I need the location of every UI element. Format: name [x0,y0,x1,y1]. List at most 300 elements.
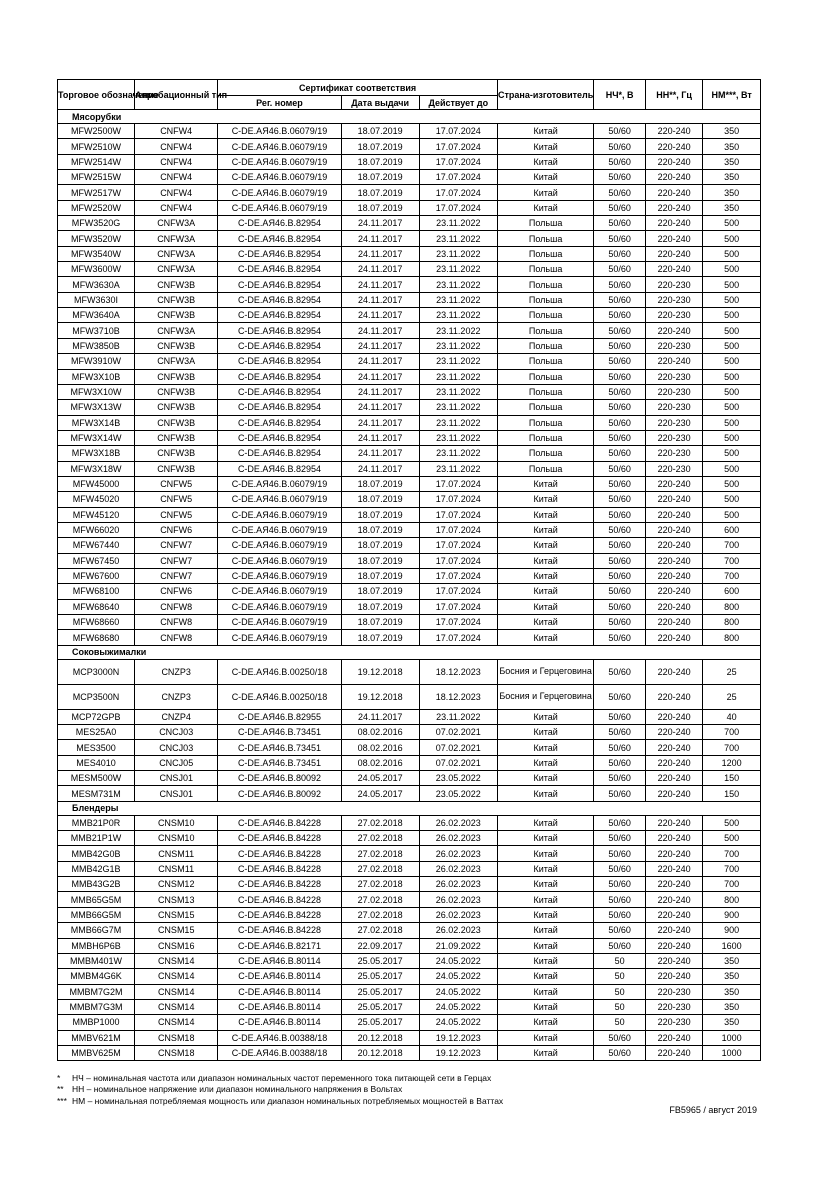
cell-approval-type: CNSM14 [135,999,218,1014]
cell-issue-date: 18.07.2019 [341,476,419,491]
cell-approval-type: CNFW3A [135,246,218,261]
cell-reg-number: C-DE.АЯ46.В.06079/19 [218,538,341,553]
header-country: Страна-изготовитель [497,80,594,110]
cell-voltage: 220-240 [645,725,703,740]
cell-voltage: 220-240 [645,522,703,537]
table-row [58,384,761,399]
cell-voltage: 220-240 [645,861,703,876]
cell-issue-date: 24.11.2017 [341,430,419,445]
cell-approval-type: CNSM15 [135,923,218,938]
table-row [58,969,761,984]
cell-trade-name: MFW67450 [58,553,135,568]
cell-valid-until: 23.11.2022 [419,400,497,415]
cell-issue-date: 25.05.2017 [341,999,419,1014]
cell-country: Польша [497,430,594,445]
cell-approval-type: CNFW3B [135,430,218,445]
cell-trade-name: MMB21P0R [58,815,135,830]
cell-reg-number: C-DE.АЯ46.В.82954 [218,262,341,277]
cell-reg-number: C-DE.АЯ46.В.06079/19 [218,507,341,522]
cell-approval-type: CNSM10 [135,815,218,830]
cell-power: 800 [703,892,761,907]
cell-power: 500 [703,415,761,430]
cell-frequency: 50/60 [594,415,645,430]
table-row [58,538,761,553]
cell-reg-number: C-DE.АЯ46.В.73451 [218,725,341,740]
cell-voltage: 220-230 [645,461,703,476]
cell-reg-number: C-DE.АЯ46.В.00388/18 [218,1030,341,1045]
cell-trade-name: MFW3X13W [58,400,135,415]
cell-issue-date: 24.05.2017 [341,786,419,801]
cell-power: 350 [703,154,761,169]
cell-trade-name: MES4010 [58,755,135,770]
cell-valid-until: 17.07.2024 [419,615,497,630]
cell-reg-number: C-DE.АЯ46.В.06079/19 [218,615,341,630]
cell-approval-type: CNFW3B [135,369,218,384]
cell-valid-until: 26.02.2023 [419,815,497,830]
cell-issue-date: 24.11.2017 [341,369,419,384]
cell-country: Китай [497,831,594,846]
cell-frequency: 50/60 [594,1045,645,1060]
cell-reg-number: C-DE.АЯ46.В.82171 [218,938,341,953]
cell-power: 1000 [703,1045,761,1060]
cell-frequency: 50/60 [594,907,645,922]
cell-frequency: 50/60 [594,630,645,645]
cell-issue-date: 24.11.2017 [341,262,419,277]
cell-valid-until: 18.12.2023 [419,659,497,684]
cell-power: 500 [703,277,761,292]
cell-power: 25 [703,684,761,709]
cell-power: 500 [703,262,761,277]
cell-frequency: 50/60 [594,430,645,445]
table-row [58,999,761,1014]
cell-frequency: 50/60 [594,725,645,740]
cell-trade-name: MMB65G5M [58,892,135,907]
cell-power: 500 [703,446,761,461]
cell-power: 600 [703,584,761,599]
cell-country: Китай [497,877,594,892]
cell-reg-number: C-DE.АЯ46.В.82955 [218,709,341,724]
cell-valid-until: 18.12.2023 [419,684,497,709]
cell-valid-until: 17.07.2024 [419,124,497,139]
cell-valid-until: 17.07.2024 [419,492,497,507]
cell-country: Китай [497,771,594,786]
table-row [58,740,761,755]
cell-voltage: 220-230 [645,984,703,999]
cell-reg-number: C-DE.АЯ46.В.80114 [218,1015,341,1030]
cell-voltage: 220-230 [645,308,703,323]
cell-reg-number: C-DE.АЯ46.В.82954 [218,292,341,307]
cell-valid-until: 23.11.2022 [419,461,497,476]
cell-country: Китай [497,999,594,1014]
section-title: Мясорубки [58,110,761,124]
cell-valid-until: 23.11.2022 [419,384,497,399]
cell-trade-name: MES3500 [58,740,135,755]
cell-reg-number: C-DE.АЯ46.В.84228 [218,923,341,938]
cell-issue-date: 18.07.2019 [341,615,419,630]
cell-voltage: 220-240 [645,599,703,614]
table-row [58,492,761,507]
cell-approval-type: CNFW4 [135,154,218,169]
cell-approval-type: CNFW3B [135,338,218,353]
cell-frequency: 50 [594,984,645,999]
table-row [58,815,761,830]
cell-issue-date: 20.12.2018 [341,1045,419,1060]
cell-country: Китай [497,599,594,614]
cell-approval-type: CNZP3 [135,684,218,709]
cell-frequency: 50/60 [594,231,645,246]
table-row [58,124,761,139]
section-title: Блендеры [58,801,761,815]
cell-frequency: 50/60 [594,877,645,892]
cell-country: Китай [497,200,594,215]
cell-voltage: 220-240 [645,831,703,846]
cell-reg-number: C-DE.АЯ46.В.80114 [218,969,341,984]
cell-trade-name: MFW68640 [58,599,135,614]
cell-approval-type: CNFW5 [135,507,218,522]
cell-trade-name: MFW45000 [58,476,135,491]
cell-approval-type: CNFW5 [135,476,218,491]
cell-power: 500 [703,292,761,307]
cell-power: 500 [703,246,761,261]
cell-reg-number: C-DE.АЯ46.В.80092 [218,786,341,801]
cell-approval-type: CNSM18 [135,1030,218,1045]
cell-country: Польша [497,400,594,415]
header-valid-until: Действует до [419,96,497,110]
cell-valid-until: 07.02.2021 [419,740,497,755]
cell-reg-number: C-DE.АЯ46.В.84228 [218,907,341,922]
cell-voltage: 220-230 [645,400,703,415]
cell-approval-type: CNSM18 [135,1045,218,1060]
cell-country: Китай [497,740,594,755]
cell-approval-type: CNFW4 [135,139,218,154]
cell-power: 700 [703,846,761,861]
certificate-table [57,79,761,1061]
cell-trade-name: MMBM7G3M [58,999,135,1014]
cell-voltage: 220-240 [645,1045,703,1060]
table-row [58,446,761,461]
cell-trade-name: MMB21P1W [58,831,135,846]
cell-power: 1600 [703,938,761,953]
cell-approval-type: CNSJ01 [135,786,218,801]
cell-valid-until: 23.11.2022 [419,292,497,307]
cell-power: 500 [703,492,761,507]
cell-frequency: 50/60 [594,246,645,261]
cell-country: Китай [497,492,594,507]
cell-issue-date: 27.02.2018 [341,846,419,861]
cell-country: Польша [497,338,594,353]
cell-voltage: 220-240 [645,907,703,922]
cell-country: Китай [497,615,594,630]
cell-power: 700 [703,568,761,583]
cell-issue-date: 27.02.2018 [341,877,419,892]
cell-reg-number: C-DE.АЯ46.В.06079/19 [218,522,341,537]
cell-valid-until: 17.07.2024 [419,139,497,154]
table-row [58,984,761,999]
cell-trade-name: MFW3X10B [58,369,135,384]
cell-reg-number: C-DE.АЯ46.В.82954 [218,231,341,246]
cell-reg-number: C-DE.АЯ46.В.00250/18 [218,684,341,709]
cell-trade-name: MFW3X14B [58,415,135,430]
cell-voltage: 220-230 [645,292,703,307]
cell-country: Китай [497,846,594,861]
cell-frequency: 50/60 [594,400,645,415]
cell-trade-name: MES25A0 [58,725,135,740]
cell-issue-date: 25.05.2017 [341,984,419,999]
cell-country: Китай [497,923,594,938]
header-issue-date: Дата выдачи [341,96,419,110]
table-row [58,415,761,430]
cell-issue-date: 24.11.2017 [341,461,419,476]
cell-issue-date: 08.02.2016 [341,725,419,740]
cell-issue-date: 24.11.2017 [341,400,419,415]
cell-reg-number: C-DE.АЯ46.В.73451 [218,740,341,755]
header-voltage: НН**, Гц [645,80,703,110]
cell-frequency: 50 [594,1015,645,1030]
cell-power: 500 [703,507,761,522]
table-row [58,246,761,261]
table-row [58,430,761,445]
cell-power: 350 [703,984,761,999]
cell-issue-date: 24.11.2017 [341,338,419,353]
cell-voltage: 220-240 [645,892,703,907]
cell-issue-date: 24.11.2017 [341,354,419,369]
cell-frequency: 50/60 [594,815,645,830]
cell-issue-date: 24.11.2017 [341,308,419,323]
cell-frequency: 50/60 [594,446,645,461]
cell-country: Китай [497,538,594,553]
cell-voltage: 220-230 [645,369,703,384]
cell-voltage: 220-240 [645,231,703,246]
cell-approval-type: CNCJ03 [135,740,218,755]
cell-frequency: 50/60 [594,831,645,846]
cell-approval-type: CNFW8 [135,615,218,630]
cell-valid-until: 17.07.2024 [419,553,497,568]
cell-voltage: 220-240 [645,771,703,786]
cell-issue-date: 27.02.2018 [341,815,419,830]
cell-trade-name: MESM731M [58,786,135,801]
cell-frequency: 50/60 [594,170,645,185]
cell-valid-until: 17.07.2024 [419,476,497,491]
cell-trade-name: MFW2514W [58,154,135,169]
cell-valid-until: 26.02.2023 [419,861,497,876]
table-row [58,553,761,568]
cell-power: 700 [703,538,761,553]
cell-issue-date: 24.11.2017 [341,292,419,307]
cell-valid-until: 17.07.2024 [419,185,497,200]
table-body [58,110,761,1061]
cell-voltage: 220-240 [645,124,703,139]
cell-reg-number: C-DE.АЯ46.В.06079/19 [218,584,341,599]
cell-trade-name: MESM500W [58,771,135,786]
cell-approval-type: CNFW3B [135,292,218,307]
header-reg-number: Рег. номер [218,96,341,110]
cell-approval-type: CNFW3B [135,384,218,399]
cell-issue-date: 25.05.2017 [341,969,419,984]
cell-reg-number: C-DE.АЯ46.В.82954 [218,369,341,384]
cell-approval-type: CNFW6 [135,584,218,599]
cell-power: 350 [703,124,761,139]
cell-country: Китай [497,984,594,999]
cell-valid-until: 23.05.2022 [419,786,497,801]
cell-frequency: 50/60 [594,308,645,323]
cell-issue-date: 18.07.2019 [341,124,419,139]
cell-approval-type: CNFW3B [135,277,218,292]
table-row [58,755,761,770]
cell-approval-type: CNFW4 [135,170,218,185]
cell-frequency: 50 [594,999,645,1014]
cell-issue-date: 24.05.2017 [341,771,419,786]
cell-power: 700 [703,877,761,892]
cell-trade-name: MMB42G1B [58,861,135,876]
table-row [58,170,761,185]
cell-country: Польша [497,461,594,476]
cell-approval-type: CNFW3B [135,446,218,461]
cell-power: 500 [703,231,761,246]
cell-trade-name: MFW3600W [58,262,135,277]
header-trade-name: Торговое обозначение [58,80,135,110]
cell-approval-type: CNFW3B [135,461,218,476]
footnote-mark: *** [57,1095,67,1106]
cell-frequency: 50/60 [594,124,645,139]
cell-voltage: 220-240 [645,492,703,507]
cell-issue-date: 18.07.2019 [341,522,419,537]
cell-trade-name: MCP3000N [58,659,135,684]
cell-approval-type: CNFW3A [135,323,218,338]
cell-trade-name: MMBM401W [58,953,135,968]
cell-approval-type: CNFW7 [135,553,218,568]
cell-reg-number: C-DE.АЯ46.В.06079/19 [218,124,341,139]
cell-voltage: 220-230 [645,415,703,430]
cell-country: Китай [497,907,594,922]
cell-trade-name: MMB43G2B [58,877,135,892]
cell-voltage: 220-230 [645,277,703,292]
cell-trade-name: MFW3540W [58,246,135,261]
cell-reg-number: C-DE.АЯ46.В.82954 [218,246,341,261]
cell-power: 900 [703,923,761,938]
cell-voltage: 220-230 [645,384,703,399]
cell-trade-name: MMB66G5M [58,907,135,922]
cell-frequency: 50/60 [594,553,645,568]
table-row [58,831,761,846]
cell-country: Польша [497,384,594,399]
cell-issue-date: 18.07.2019 [341,553,419,568]
cell-issue-date: 18.07.2019 [341,584,419,599]
cell-country: Польша [497,292,594,307]
cell-issue-date: 24.11.2017 [341,231,419,246]
cell-voltage: 220-240 [645,786,703,801]
table-row [58,786,761,801]
table-row [58,262,761,277]
cell-frequency: 50/60 [594,384,645,399]
table-row [58,953,761,968]
cell-reg-number: C-DE.АЯ46.В.73451 [218,755,341,770]
cell-power: 500 [703,815,761,830]
cell-voltage: 220-240 [645,538,703,553]
cell-frequency: 50/60 [594,277,645,292]
cell-power: 150 [703,771,761,786]
table-row [58,476,761,491]
cell-country: Польша [497,216,594,231]
cell-trade-name: MFW3X18B [58,446,135,461]
table-row [58,1045,761,1060]
cell-reg-number: C-DE.АЯ46.В.06079/19 [218,476,341,491]
cell-voltage: 220-230 [645,1015,703,1030]
cell-country: Польша [497,262,594,277]
document-code: FB5965 / август 2019 [669,1105,757,1115]
cell-country: Китай [497,725,594,740]
cell-country: Босния и Герцеговина [497,684,594,709]
cell-approval-type: CNFW4 [135,185,218,200]
cell-voltage: 220-240 [645,630,703,645]
cell-reg-number: C-DE.АЯ46.В.06079/19 [218,599,341,614]
cell-power: 600 [703,522,761,537]
cell-reg-number: C-DE.АЯ46.В.84228 [218,846,341,861]
cell-trade-name: MMBV621M [58,1030,135,1045]
table-row [58,231,761,246]
cell-frequency: 50/60 [594,771,645,786]
cell-issue-date: 18.07.2019 [341,599,419,614]
cell-issue-date: 27.02.2018 [341,907,419,922]
footnote [57,1073,503,1084]
cell-issue-date: 27.02.2018 [341,892,419,907]
cell-country: Польша [497,369,594,384]
cell-approval-type: CNSM14 [135,953,218,968]
cell-reg-number: C-DE.АЯ46.В.84228 [218,831,341,846]
cell-trade-name: MFW45020 [58,492,135,507]
cell-power: 700 [703,553,761,568]
cell-frequency: 50/60 [594,892,645,907]
cell-approval-type: CNFW3B [135,400,218,415]
cell-country: Китай [497,892,594,907]
cell-valid-until: 24.05.2022 [419,984,497,999]
cell-voltage: 220-230 [645,446,703,461]
cell-valid-until: 23.11.2022 [419,308,497,323]
cell-trade-name: MFW66020 [58,522,135,537]
cell-frequency: 50/60 [594,923,645,938]
footnote-text: НМ – номинальная потребляемая мощность или диапазон номинальных потребляемых мощностей в Ваттах [72,1095,504,1106]
table-row [58,354,761,369]
cell-valid-until: 23.11.2022 [419,216,497,231]
cell-issue-date: 18.07.2019 [341,492,419,507]
cell-power: 350 [703,969,761,984]
section-header [58,645,761,659]
cell-power: 500 [703,400,761,415]
cell-power: 350 [703,139,761,154]
cell-country: Китай [497,1045,594,1060]
cell-country: Китай [497,185,594,200]
cell-frequency: 50/60 [594,684,645,709]
cell-frequency: 50/60 [594,139,645,154]
cell-approval-type: CNFW3A [135,262,218,277]
cell-power: 900 [703,907,761,922]
cell-country: Китай [497,1030,594,1045]
cell-reg-number: C-DE.АЯ46.В.06079/19 [218,170,341,185]
cell-trade-name: MFW3710B [58,323,135,338]
cell-power: 700 [703,725,761,740]
cell-country: Китай [497,154,594,169]
cell-valid-until: 23.11.2022 [419,354,497,369]
cell-frequency: 50/60 [594,216,645,231]
cell-approval-type: CNSM10 [135,831,218,846]
cell-frequency: 50/60 [594,476,645,491]
cell-voltage: 220-230 [645,338,703,353]
cell-valid-until: 17.07.2024 [419,599,497,614]
cell-frequency: 50/60 [594,323,645,338]
cell-power: 800 [703,615,761,630]
table-row [58,216,761,231]
cell-power: 700 [703,740,761,755]
cell-trade-name: MFW3630I [58,292,135,307]
